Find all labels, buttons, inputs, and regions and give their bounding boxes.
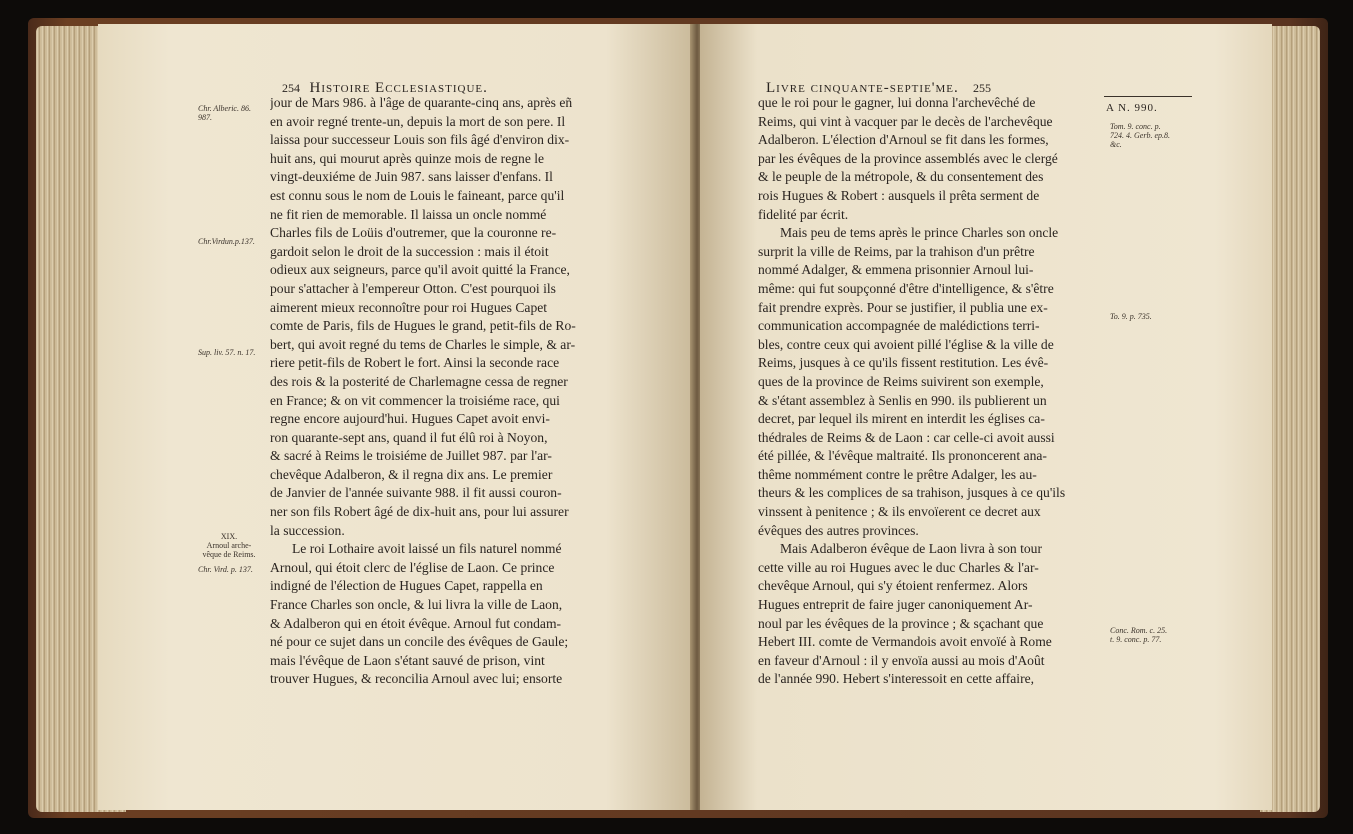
text-line: jour de Mars 986. à l'âge de quarante-cinq ans, après eñ [270,95,573,110]
year-rule [1104,96,1192,97]
text-line: cette ville au roi Hugues avec le duc Charles & l'ar- [758,559,1039,575]
text-line: chevêque Arnoul, qui s'y étoient renfermez. Alors [758,578,1028,594]
text-line: en France; & on vit commencer la troisiéme race, qui [270,392,560,408]
text-line: né pour ce sujet dans un concile des évêques de Gaule; [270,634,569,650]
text-line: vingt-deuxiéme de Juin 987. sans laisser d'enfans. Il [270,169,553,185]
text-line: Mais peu de tems après le prince Charles son oncle [780,225,1059,241]
text-line: riere petit-fils de Robert le fort. Ainsi la seconde race [270,355,560,371]
section-title-line: Arnoul arche- [206,541,252,550]
text-line: été pillée, & l'évêque maltraité. Ils prononcerent ana- [758,448,1047,464]
text-line: & sacré à Reims le troisiéme de Juillet 987. par l'ar- [270,448,552,464]
text-line: theurs & les complices de sa trahison, jusques à ce qu'ils [758,485,1066,501]
text-line: la succession. [270,522,345,538]
left-page-number: 254 [282,81,300,95]
text-line: bles, contre ceux qui avoient pillé l'église & la ville de [758,336,1054,352]
text-line: en faveur d'Arnoul : il y envoïa aussi au mois d'Août [758,652,1045,668]
right-page [700,24,1272,810]
text-line: ne fit rien de memorable. Il laissa un oncle nommé [270,206,547,222]
left-running-title: Histoire Ecclesiastique. [309,80,488,96]
text-line: fait prendre exprès. Pour se justifier, il publia une ex- [758,299,1048,315]
text-line: Le roi Lothaire avoit laissé un fils naturel nommé [292,541,562,557]
margin-note-line: 987. [198,113,212,122]
text-line: surprit la ville de Reims, par la trahison d'un prêtre [758,243,1035,259]
text-line: & Adalberon qui en étoit évêque. Arnoul fut condam- [270,615,562,631]
text-line: odieux aux seigneurs, parce qu'il avoit quitté la France, [270,262,570,278]
text-line: Hebert III. comte de Vermandois avoit envoïé à Rome [758,634,1052,650]
section-number: XIX. [220,532,238,541]
text-line: decret, par lequel ils mirent en interdit les églises ca- [758,411,1045,427]
left-body-text [270,94,652,689]
text-line: & s'étant assemblez à Senlis en 990. ils publierent un [758,392,1047,408]
margin-note-line: Conc. Rom. c. 25. [1110,626,1168,635]
right-running-title: Livre cinquante-septie'me. [766,80,959,96]
margin-note-chr-alberic [198,104,251,122]
text-line: ques de la province de Reims suivirent son exemple, [758,373,1044,389]
text-line: de Janvier de l'année suivante 988. il fit aussi couron- [270,485,562,501]
margin-note-line: t. 9. conc. p. 77. [1110,635,1162,644]
text-line: thédrales de Reims & de Laon : car celle-ci avoit aussi [758,429,1055,445]
text-line: Adalberon. L'élection d'Arnoul se fit dans les formes, [758,132,1049,148]
text-line: aimerent mieux reconnoître pour roi Hugues Capet [270,299,548,315]
margin-note-to9 [1110,312,1152,321]
margin-note-tom9 [1110,122,1170,149]
right-body-text [758,94,1090,689]
text-line: indigné de l'élection de Hugues Capet, rappella en [270,578,543,594]
text-line: des rois & la posterité de Charlemagne cessa de regner [270,373,568,389]
text-line: que le roi pour le gagner, lui donna l'archevêché de [758,95,1036,110]
text-line: regne encore aujourd'hui. Hugues Capet avoit envi- [270,411,550,427]
text-line: Hugues entreprit de faire juger canoniquement Ar- [758,597,1033,613]
year-label: A N. 990. [1106,102,1158,114]
text-line: thême nommément contre le prêtre Adalger, les au- [758,466,1037,482]
text-line: communication accompagnée de malédictions terri- [758,318,1040,334]
margin-note-conc-rom [1110,626,1167,644]
margin-note-line: Chr.Virdun.p.137. [198,237,255,246]
text-line: Reims, jusques à ce qu'ils fissent restitution. Les évê- [758,355,1049,371]
margin-note-chr-vird [198,565,253,574]
text-line: bert, qui avoit regné du tems de Charles le simple, & ar- [270,336,576,352]
margin-note-line: Sup. liv. 57. n. 17. [198,348,256,357]
text-line: Reims, qui vint à vacquer par le decès de l'archevêque [758,113,1053,129]
text-line: pour s'attacher à l'empereur Otton. C'est pourquoi ils [270,280,556,296]
margin-note-chr-virdun [198,237,255,246]
open-book [28,18,1328,818]
text-line: gardoit selon le droit de la succession : mais il étoit [270,243,549,259]
section-marker-xix [196,532,262,559]
margin-note-line: &c. [1110,140,1122,149]
text-line: évêques des autres provinces. [758,522,919,538]
text-line: Mais Adalberon évêque de Laon livra à son tour [780,541,1042,557]
right-page-number: 255 [973,81,991,95]
margin-note-line: Chr. Vird. p. 137. [198,565,253,574]
margin-note-line: 724. 4. Gerb. ep.8. [1110,131,1170,140]
text-line: Charles fils de Loüis d'outremer, que la couronne re- [270,225,557,241]
text-line: rois Hugues & Robert : ausquels il prêta serment de [758,187,1040,203]
text-line: Arnoul, qui étoit clerc de l'église de Laon. Ce prince [270,559,555,575]
text-line: huit ans, qui mourut après quinze mois de regne le [270,150,545,166]
margin-note-sup-liv [198,348,255,357]
text-line: laissa pour successeur Louis son fils âgé d'environ dix- [270,132,570,148]
text-line: fidelité par écrit. [758,206,849,222]
text-line: France Charles son oncle, & lui livra la ville de Laon, [270,597,563,613]
text-line: noul par les évêques de la province ; & sçachant que [758,615,1044,631]
section-title-line: vêque de Reims. [202,550,256,559]
text-line: chevêque Adalberon, & il regna dix ans. Le premier [270,466,553,482]
margin-note-line: Tom. 9. conc. p. [1110,122,1161,131]
text-line: & le peuple de la métropole, & du consentement des [758,169,1044,185]
text-line: comte de Paris, fils de Hugues le grand, petit-fils de Ro- [270,318,576,334]
margin-note-line: To. 9. p. 735. [1110,312,1152,321]
text-line: ron quarante-sept ans, quand il fut élû roi à Noyon, [270,429,548,445]
text-line: est connu sous le nom de Louis le faineant, parce qu'il [270,187,565,203]
margin-note-line: Chr. Alberic. 86. [198,104,251,113]
text-line: ner son fils Robert âgé de dix-huit ans, pour lui assurer [270,504,569,520]
text-line: mais l'évêque de Laon s'étant sauvé de prison, vint [270,652,545,668]
text-line: même: qui fut soupçonné d'être d'intelligence, & s'être [758,280,1054,296]
text-line: trouver Hugues, & reconcilia Arnoul avec lui; ensorte [270,671,563,687]
text-line: vinssent à penitence ; & ils envoïerent ce decret aux [758,504,1041,520]
text-line: par les évêques de la province assemblés avec le clergé [758,150,1058,166]
text-line: de l'année 990. Hebert s'interessoit en cette affaire, [758,671,1035,687]
text-line: nommé Adalger, & emmena prisonnier Arnoul lui- [758,262,1034,278]
text-line: en avoir regné trente-un, depuis la mort de son pere. Il [270,113,566,129]
left-page [98,24,696,810]
